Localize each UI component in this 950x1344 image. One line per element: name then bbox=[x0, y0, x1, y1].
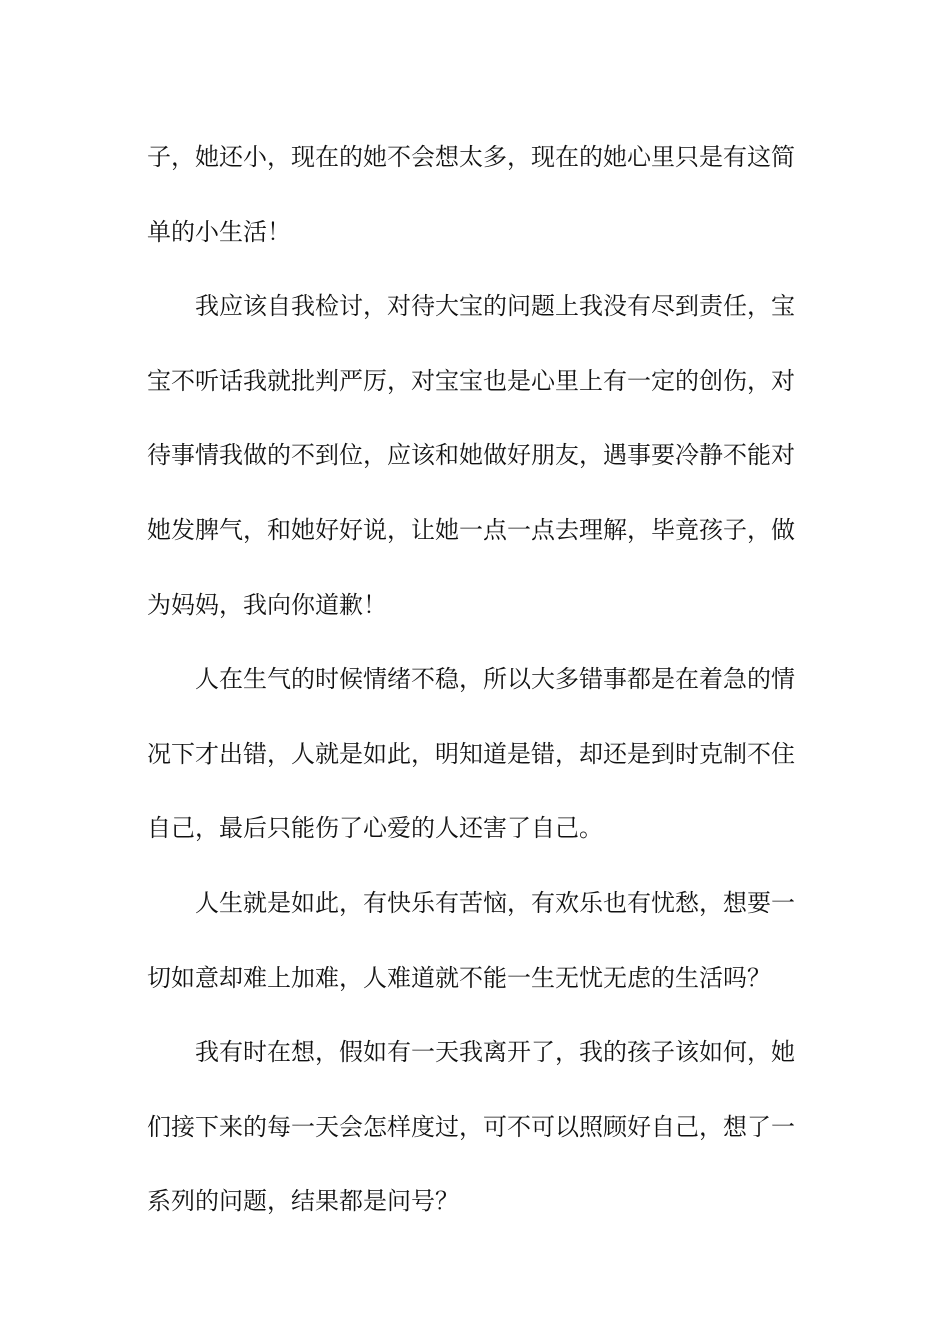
text-line: 系列的问题，结果都是问号？ bbox=[147, 1187, 459, 1216]
text-line: 切如意却难上加难，人难道就不能一生无忧无虑的生活吗？ bbox=[147, 963, 771, 992]
paragraph-3 bbox=[147, 642, 807, 866]
text-line: 我有时在想，假如有一天我离开了，我的孩子该如何，她 bbox=[195, 1038, 795, 1067]
text-line: 人生就是如此，有快乐有苦恼，有欢乐也有忧愁，想要一 bbox=[195, 888, 795, 917]
text-line: 自己，最后只能伤了心爱的人还害了自己。 bbox=[147, 814, 603, 843]
text-line: 待事情我做的不到位，应该和她做好朋友，遇事要冷静不能对 bbox=[147, 441, 795, 470]
paragraph-1 bbox=[147, 120, 807, 269]
paragraph-2 bbox=[147, 269, 807, 642]
text-line: 我应该自我检讨，对待大宝的问题上我没有尽到责任，宝 bbox=[195, 292, 795, 321]
text-line: 们接下来的每一天会怎样度过，可不可以照顾好自己，想了一 bbox=[147, 1112, 795, 1141]
text-line: 宝不听话我就批判严厉，对宝宝也是心里上有一定的创伤，对 bbox=[147, 366, 795, 395]
text-line: 她发脾气，和她好好说，让她一点一点去理解，毕竟孩子，做 bbox=[147, 515, 795, 544]
paragraph-4 bbox=[147, 866, 807, 1015]
paragraph-5 bbox=[147, 1015, 807, 1239]
text-line: 子，她还小，现在的她不会想太多，现在的她心里只是有这简 bbox=[147, 143, 795, 171]
text-line: 单的小生活！ bbox=[147, 217, 291, 246]
text-line: 况下才出错，人就是如此，明知道是错，却还是到时克制不住 bbox=[147, 739, 795, 768]
document-body bbox=[147, 120, 807, 1239]
text-line: 为妈妈，我向你道歉！ bbox=[147, 590, 387, 619]
text-line: 人在生气的时候情绪不稳，所以大多错事都是在着急的情 bbox=[195, 665, 795, 694]
